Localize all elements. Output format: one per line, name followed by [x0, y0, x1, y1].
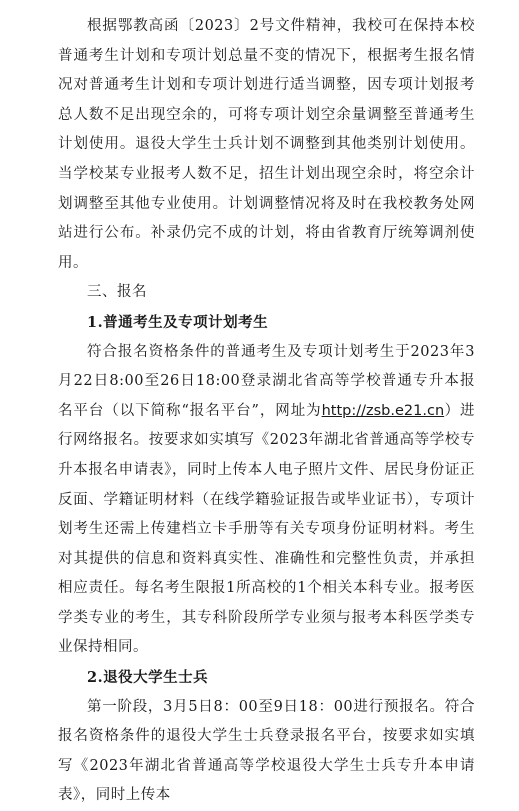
paragraph-veteran-registration: 第一阶段，3月5日8：00至9日18：00进行预报名。符合报名资格条件的退役大学生士兵登录报名平台，按要求如实填写《2023年湖北省普通高等学校退役大学生士兵专升本申请表》，同时上传本 [58, 698, 475, 804]
section-heading-registration: 三、报名 [87, 284, 147, 301]
paragraph-regular-registration [58, 338, 475, 664]
subheading-regular-and-special-candidates: 1.普通考生及专项计划考生 [87, 313, 269, 331]
registration-text-end: ）进行网络报名。按要求如实填写《2023年湖北省普通高等学校专升本报名申请表》，同时上传本人电子照片文件、居民身份证正反面、学籍证明材料（在线学籍验证报告或毕业证书），专项计划考生还需上传建档立卡手册等有关专项身份证明材料。考生对其提供的信息和资料真实性、准确性和完整性负责，并承担相应责任。每名考生限报1所高校的1个相关本科专业。报考医学类专业的考生，其专科阶段所学专业须与报考本科医学类专业保持相同。 [58, 402, 476, 656]
registration-platform-link[interactable]: http://zsb.e21.cn [321, 402, 445, 419]
registration-text-start: 符合报名资格条件的普通考生及专项计划考生于2023年3月22日8:00至26日18:00登录湖北省高等学校普通专升本报名平台（以下简称“报名平台”，网址为 [58, 343, 475, 419]
paragraph-plan-adjustment: 根据鄂教高函〔2023〕2号文件精神，我校可在保持本校普通考生计划和专项计划总量不变的情况下，根据考生报名情况对普通考生计划和专项计划进行适当调整，因专项计划报考总人数不足出现空余的，可将专项计划空余量调整至普通考生计划使用。退役大学生士兵计划不调整到其他类别计划使用。当学校某专业报考人数不足，招生计划出现空余时，将空余计划调整至其他专业使用。计划调整情况将及时在我校教务处网站进行公布。补录仍完不成的计划，将由省教育厅统筹调剂使用。 [58, 18, 475, 271]
subheading-veteran-students: 2.退役大学生士兵 [87, 669, 209, 687]
